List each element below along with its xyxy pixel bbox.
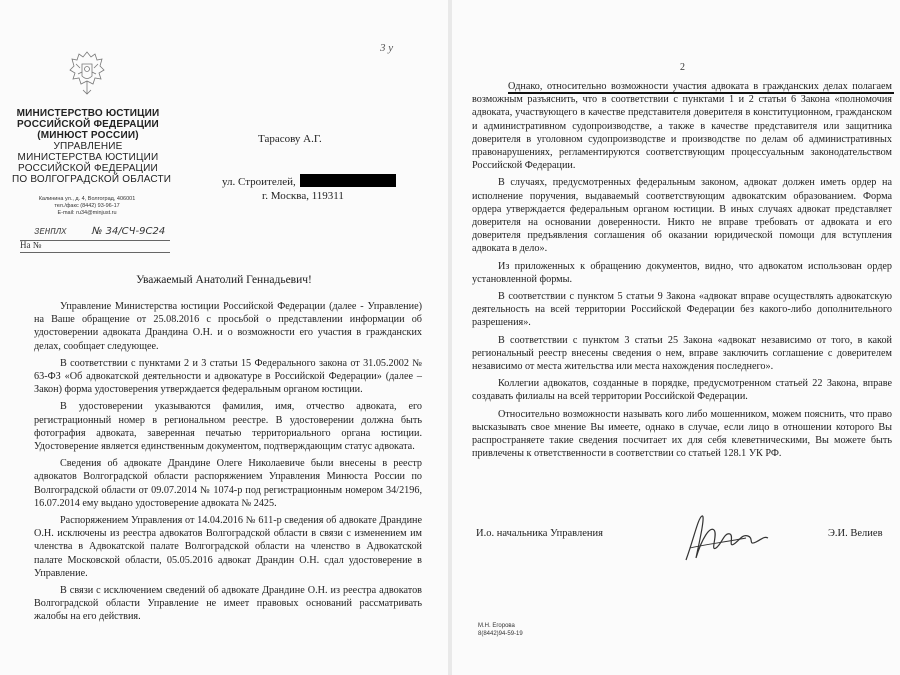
executor-info [478,622,523,638]
letter-page-1 [0,0,448,675]
header-line: РОССИЙСКОЙ ФЕДЕРАЦИИ [18,163,158,174]
reply-reference-line [20,242,170,253]
paragraph: В соответствии с пунктом 5 статьи 9 Закона «адвокат вправе осуществлять адвокатскую деятельность на всей территории Российской Федерации без какого-либо дополнительного разрешения». [472,291,892,329]
paragraph: В соответствии с пунктом 3 статьи 25 Закона «адвокат независимо от того, в какой региональный реестр внесены сведения о нем, вправе заключить соглашение с доверителем независимо от места жительства или места нахождения последнего». [472,334,892,373]
ministry-header [12,108,172,185]
executor-phone: 8(8442)94-59-19 [478,631,523,637]
letter-body-page-2 [472,80,892,464]
contact-address: Калинина ул., д. 4, Волгоград, 406001 [38,196,136,202]
header-line: УПРАВЛЕНИЕ [53,141,123,152]
paragraph: Распоряжением Управления от 14.04.2016 № 611-р сведения об адвокате Драндине О.Н. исключены из реестра адвокатов Волгоградской области в связи с изменением им членства в Адвокатской палате Волгоградской области на членство в Адвокатской палате Московской области, 05.05.2016 адвокат Драндин О.Н. сдал удостоверение в Управление. [34,515,422,579]
paragraph: В удостоверении указываются фамилия, имя, отчество адвоката, его регистрационный номер в региональном реестре. В удостоверении должна быть фотография адвоката, заверенная печатью территориального органа юстиции. Удостоверение является единственным документом, подтверждающим статус адвоката. [34,401,422,453]
reply-reference-label: На № [20,240,42,250]
signatory-name: Э.И. Велиев [828,528,883,539]
letter-body-page-1 [34,300,422,628]
paragraph: В соответствии с пунктами 2 и 3 статьи 15 Федерального закона от 31.05.2002 № 63-ФЗ «Об адвокатской деятельности и адвокатуре в Российской Федерации» (далее – Закон) форма удостоверения утверждается федеральным органом юстиции. [34,357,422,396]
paragraph: Сведения об адвокате Драндине Олеге Николаевиче были внесены в реестр адвокатов Волгоградской области распоряжением Управления Минюста России по Волгоградской области от 09.07.2014 № 1074-р под регистрационным номером 34/2196, 16.07.2014 ему выдано удостоверение адвоката № 2425. [34,458,422,509]
contact-email: E-mail: ru34@minjust.ru [57,210,117,216]
signatory-title: И.о. начальника Управления [476,528,603,539]
handwritten-signature [676,508,772,566]
contact-phone: тел./факс (8442) 93-96-17 [54,203,120,209]
paragraph: Коллегии адвокатов, созданные в порядке, предусмотренном статьей 22 Закона, вправе создавать филиалы на всей территории Российской Федерации. [472,378,892,403]
header-line: РОССИЙСКОЙ ФЕДЕРАЦИИ [17,119,159,130]
paragraph: Однако, относительно возможности участия адвоката в гражданских делах полагаем возможным разъяснить, что в соответствии с пунктами 1 и 2 статьи 6 Закона «полномочия адвоката, участвующего в качестве представителя доверителя в конституционном, гражданском и административном судопроизводстве, а также в качестве представителя или защитника доверителя в уголовном судопроизводстве и производстве по делам об административных правонарушениях, регламентируются соответствующим процессуальным законодательством Российской Федерации. [472,81,892,172]
paragraph: Из приложенных к обращению документов, видно, что адвокатом использован ордер установленной формы. [472,260,892,285]
ministry-contacts [22,196,152,217]
addressee-name: Тарасову А.Г. [258,133,322,145]
executor-name: М.Н. Егорова [478,623,515,629]
addressee-city: г. Москва, 119311 [262,190,344,202]
salutation: Уважаемый Анатолий Геннадьевич! [136,274,312,286]
page-number: 2 [680,62,685,73]
registration-number-line [20,228,170,241]
paragraph: В связи с исключением сведений об адвокате Драндине О.Н. из реестра адвокатов Волгоградской области Управление не имеет правовых оснований рассматривать жалобы на его действия. [34,585,422,623]
registration-stamp: 3ЕНПЛХ [34,227,67,237]
header-line: МИНИСТЕРСТВО ЮСТИЦИИ [16,108,160,119]
addressee-street [222,174,396,188]
coat-of-arms-emblem [66,48,108,98]
header-line: ПО ВОЛГОГРАДСКОЙ ОБЛАСТИ [12,174,172,185]
handwritten-page-mark: 3 у [380,42,394,54]
redaction-bar [300,174,396,187]
street-text: ул. Строителей, [222,176,296,188]
paragraph: Относительно возможности называть кого либо мошенником, можем пояснить, что право высказывать свое мнение Вы имеете, однако в случае, если лицо в отношении которого Вы распространяете такие сведения посчитает их для себя клеветническими, Вы можете быть привлечены к ответственности в соответствии со статьей 128.1 УК РФ. [472,408,892,460]
header-line: (МИНЮСТ РОССИИ) [37,130,139,141]
paragraph: Управление Министерства юстиции Российской Федерации (далее - Управление) на Ваше обращение от 25.08.2016 с просьбой о представлении информации об удостоверении адвоката Драндина О.Н. и о возможности его участия в гражданских делах, сообщает следующее. [34,301,422,352]
header-line: МИНИСТЕРСТВА ЮСТИЦИИ [17,152,159,163]
paragraph: В случаях, предусмотренных федеральным законом, адвокат должен иметь ордер на исполнение поручения, выдаваемый соответствующим адвокатским образованием. Форма ордера утверждается федеральным органом юстиции. В иных случаях адвокат представляет доверителя на основании доверенности. Никто не вправе требовать от адвоката и его доверителя предъявления соглашения об оказании юридической помощи для вступления адвоката в дело». [472,177,892,255]
registration-number: № 34/СЧ-9С24 [92,226,166,237]
